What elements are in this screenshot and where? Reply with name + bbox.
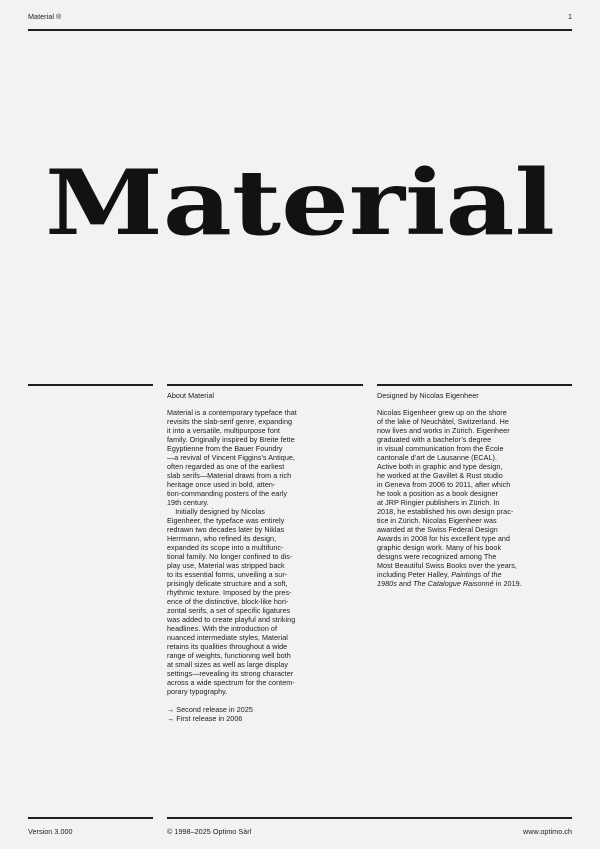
text-line: Egyptienne from the Bauer Foundry	[167, 444, 283, 453]
text-line: prisingly delicate structure and a soft,	[167, 579, 288, 588]
text-line: retains its qualities throughout a wide	[167, 642, 288, 651]
text-line: heritage once used in bold, atten-	[167, 480, 276, 489]
text-line: 1980s and The Catalogue Raisonné in 2019.	[377, 579, 522, 588]
text-line: he worked at the Gavillet & Rust studio	[377, 471, 503, 480]
text-line: redrawn two decades later by Niklas	[167, 525, 285, 534]
text-line: of the lake of Neuchâtel, Switzerland. He	[377, 417, 509, 426]
text-line: across a wide spectrum for the contem-	[167, 678, 295, 687]
text-line: rhythmic texture. Imposed by the pres-	[167, 588, 292, 597]
text-line: including Peter Halley, Paintings of the	[377, 570, 502, 579]
text-line: often regarded as one of the earliest	[167, 462, 285, 471]
text-line: in Geneva from 2006 to 2011, after which	[377, 480, 511, 489]
text-line: revisits the slab-serif genre, expanding	[167, 417, 293, 426]
text-line: family. Originally inspired by Breite fette	[167, 435, 295, 444]
text-line: at JRP Ringier publishers in Zürich. In	[377, 498, 500, 507]
header-page-number: 1	[567, 12, 572, 21]
text-line: headlines. With the introduction of	[167, 624, 278, 633]
text-line: Active both in graphic and type design,	[377, 462, 503, 471]
footer-website-link[interactable]: www.optimo.ch	[523, 827, 572, 836]
wordmark-text: Material	[45, 160, 555, 244]
text-line: Eigenheer, the typeface was entirely	[167, 516, 285, 525]
text-line: designs were recognized among The	[377, 552, 497, 561]
wordmark	[43, 160, 559, 244]
text-line: zontal serifs, a set of specific ligatures	[167, 606, 291, 615]
about-heading: About Material	[167, 391, 215, 400]
text-line: Awards in 2008 for his excellent type and	[377, 534, 510, 543]
header-rule	[28, 29, 572, 31]
text-line: tional family. No longer confined to dis-	[167, 552, 293, 561]
footer-rule-right	[167, 817, 572, 819]
text-line: → Second release in 2025	[167, 705, 253, 714]
about-body	[167, 408, 332, 696]
text-line: Herrmann, who refined its design,	[167, 534, 277, 543]
footer-version: Version 3.000	[28, 827, 73, 836]
text-line: at small sizes as well as large display	[167, 660, 288, 669]
text-line: Initially designed by Nicolas	[167, 507, 265, 516]
footer-rule-left	[28, 817, 153, 819]
text-line: Most Beautiful Swiss Books over the years,	[377, 561, 517, 570]
text-line: Nicolas Eigenheer grew up on the shore	[377, 408, 507, 417]
text-line: graduated with a bachelor’s degree	[377, 435, 492, 444]
column-1-rule	[28, 384, 153, 386]
text-line: slab serifs—Material draws from a rich	[167, 471, 292, 480]
text-line: was added to create playful and striking	[167, 615, 296, 624]
text-line: → First release in 2006	[167, 714, 243, 723]
header-brand: Material ®	[28, 12, 62, 21]
text-line: range of weights, functioning well both	[167, 651, 291, 660]
text-line: settings—revealing its strong character	[167, 669, 294, 678]
text-line: Material is a contemporary typeface that	[167, 408, 297, 417]
text-line: to its essential forms, unveiling a sur-	[167, 570, 288, 579]
text-line: —a revival of Vincent Figgins’s Antique,	[167, 453, 295, 462]
designer-body	[377, 408, 547, 588]
text-line: expanded its scope into a multifunc-	[167, 543, 284, 552]
text-line: nuanced intermediate styles, Material	[167, 633, 288, 642]
text-line: awarded at the Swiss Federal Design	[377, 525, 498, 534]
text-line: tion-commanding posters of the early	[167, 489, 288, 498]
text-line: 19th century.	[167, 498, 209, 507]
about-release-notes	[167, 705, 332, 723]
text-line: play use, Material was stripped back	[167, 561, 285, 570]
footer-copyright: © 1998–2025 Optimo Sàrl	[167, 827, 252, 836]
text-line: he took a position as a book designer	[377, 489, 498, 498]
text-line: tice in Zürich. Nicolas Eigenheer was	[377, 516, 497, 525]
column-3-rule	[377, 384, 572, 386]
text-line: porary typography.	[167, 687, 228, 696]
text-line: graphic design work. Many of his book	[377, 543, 502, 552]
text-line: it into a versatile, multipurpose font	[167, 426, 280, 435]
column-2-rule	[167, 384, 363, 386]
text-line: now lives and works in Zürich. Eigenheer	[377, 426, 510, 435]
text-line: ence of the distinctive, block-like hori-	[167, 597, 289, 606]
text-line: cantonale d’art de Lausanne (ECAL).	[377, 453, 498, 462]
designer-heading: Designed by Nicolas Eigenheer	[377, 391, 479, 400]
text-line: 2018, he established his own design prac-	[377, 507, 514, 516]
header	[28, 12, 572, 21]
text-line: in visual communication from the École	[377, 444, 504, 453]
